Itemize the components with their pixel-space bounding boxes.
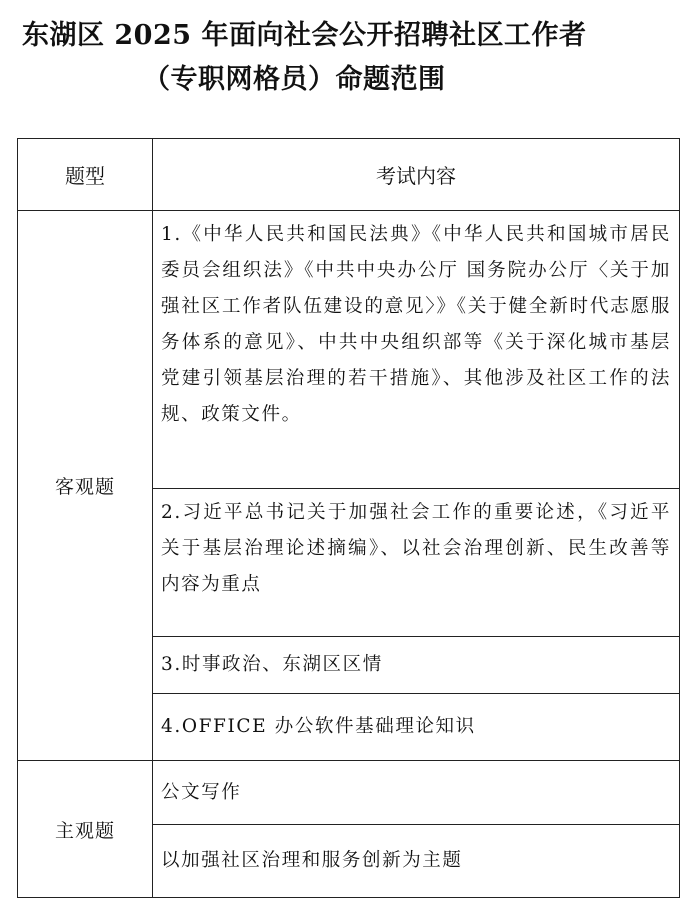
content-item-writing: 公文写作 xyxy=(153,761,680,825)
title-line-2: （专职网格员）命题范围 xyxy=(143,64,446,95)
table-row xyxy=(18,761,680,825)
title-line-1: 东湖区 2025 年面向社会公开招聘社区工作者 xyxy=(22,20,587,51)
document-title xyxy=(0,14,691,102)
header-exam-content: 考试内容 xyxy=(153,139,680,211)
header-question-type: 题型 xyxy=(18,139,153,211)
table-header-row xyxy=(18,139,680,211)
content-item-2: 2.习近平总书记关于加强社会工作的重要论述，《习近平关于基层治理论述摘编》、以社会治理创新、民生改善等内容为重点 xyxy=(153,489,680,637)
content-item-4: 4.OFFICE 办公软件基础理论知识 xyxy=(153,694,680,761)
content-item-1: 1.《中华人民共和国民法典》《中华人民共和国城市居民委员会组织法》《中共中央办公厅 国务院办公厅〈关于加强社区工作者队伍建设的意见〉》《关于健全新时代志愿服务体系的意见》、中共中央组织部等《关于深化城市基层党建引领基层治理的若干措施》、其他涉及社区工作的法规、政策文件。 xyxy=(153,211,680,489)
type-objective: 客观题 xyxy=(18,211,153,761)
content-item-3: 3.时事政治、东湖区区情 xyxy=(153,637,680,694)
type-subjective: 主观题 xyxy=(18,761,153,898)
exam-scope-table xyxy=(17,138,680,898)
table-row xyxy=(18,211,680,489)
content-item-theme: 以加强社区治理和服务创新为主题 xyxy=(153,825,680,898)
